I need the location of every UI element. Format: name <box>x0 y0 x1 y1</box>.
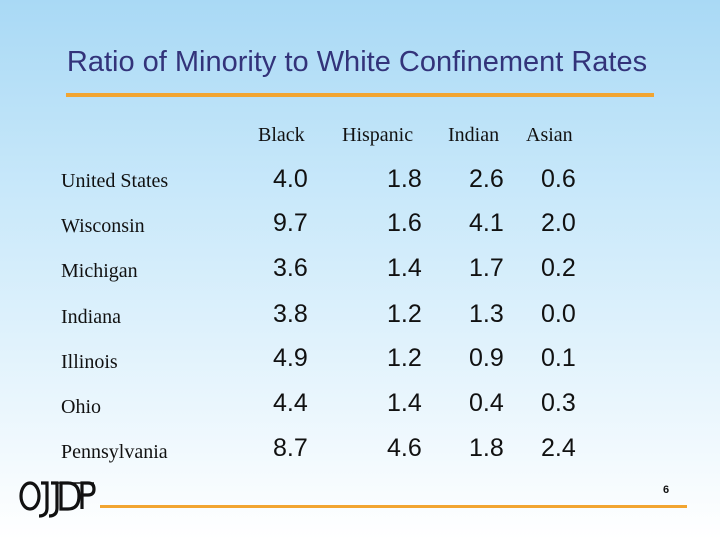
cell-indiana-indian: 1.3 <box>469 300 504 328</box>
row-label-ohio: Ohio <box>61 396 101 418</box>
cell-pennsylvania-asian: 2.4 <box>541 434 576 462</box>
row-label-united-states: United States <box>61 170 169 192</box>
title-underline <box>66 93 654 97</box>
cell-michigan-indian: 1.7 <box>469 254 504 282</box>
cell-ohio-indian: 0.4 <box>469 389 504 417</box>
cell-wisconsin-hispanic: 1.6 <box>387 209 422 237</box>
footer-rule <box>100 505 687 508</box>
column-header-black: Black <box>258 124 305 146</box>
cell-united-states-asian: 0.6 <box>541 165 576 193</box>
cell-united-states-black: 4.0 <box>273 165 308 193</box>
row-label-illinois: Illinois <box>61 351 118 373</box>
row-label-wisconsin: Wisconsin <box>61 215 145 237</box>
cell-indiana-asian: 0.0 <box>541 300 576 328</box>
cell-pennsylvania-black: 8.7 <box>273 434 308 462</box>
cell-wisconsin-asian: 2.0 <box>541 209 576 237</box>
cell-michigan-hispanic: 1.4 <box>387 254 422 282</box>
cell-illinois-asian: 0.1 <box>541 344 576 372</box>
column-header-hispanic: Hispanic <box>342 124 414 146</box>
cell-united-states-hispanic: 1.8 <box>387 165 422 193</box>
cell-illinois-hispanic: 1.2 <box>387 344 422 372</box>
cell-illinois-black: 4.9 <box>273 344 308 372</box>
cell-united-states-indian: 2.6 <box>469 165 504 193</box>
row-label-pennsylvania: Pennsylvania <box>61 441 168 463</box>
page-number: 6 <box>663 484 670 496</box>
cell-indiana-hispanic: 1.2 <box>387 300 422 328</box>
cell-pennsylvania-indian: 1.8 <box>469 434 504 462</box>
cell-ohio-asian: 0.3 <box>541 389 576 417</box>
slide-title: Ratio of Minority to White Confinement Rates <box>66 46 648 78</box>
ojjdp-logo <box>18 474 96 520</box>
cell-ohio-hispanic: 1.4 <box>387 389 422 417</box>
column-header-asian: Asian <box>526 124 573 146</box>
cell-michigan-black: 3.6 <box>273 254 308 282</box>
row-label-michigan: Michigan <box>61 260 138 282</box>
column-header-indian: Indian <box>448 124 500 146</box>
cell-indiana-black: 3.8 <box>273 300 308 328</box>
cell-michigan-asian: 0.2 <box>541 254 576 282</box>
cell-pennsylvania-hispanic: 4.6 <box>387 434 422 462</box>
row-label-indiana: Indiana <box>61 306 121 328</box>
cell-wisconsin-black: 9.7 <box>273 209 308 237</box>
cell-wisconsin-indian: 4.1 <box>469 209 504 237</box>
cell-illinois-indian: 0.9 <box>469 344 504 372</box>
cell-ohio-black: 4.4 <box>273 389 308 417</box>
